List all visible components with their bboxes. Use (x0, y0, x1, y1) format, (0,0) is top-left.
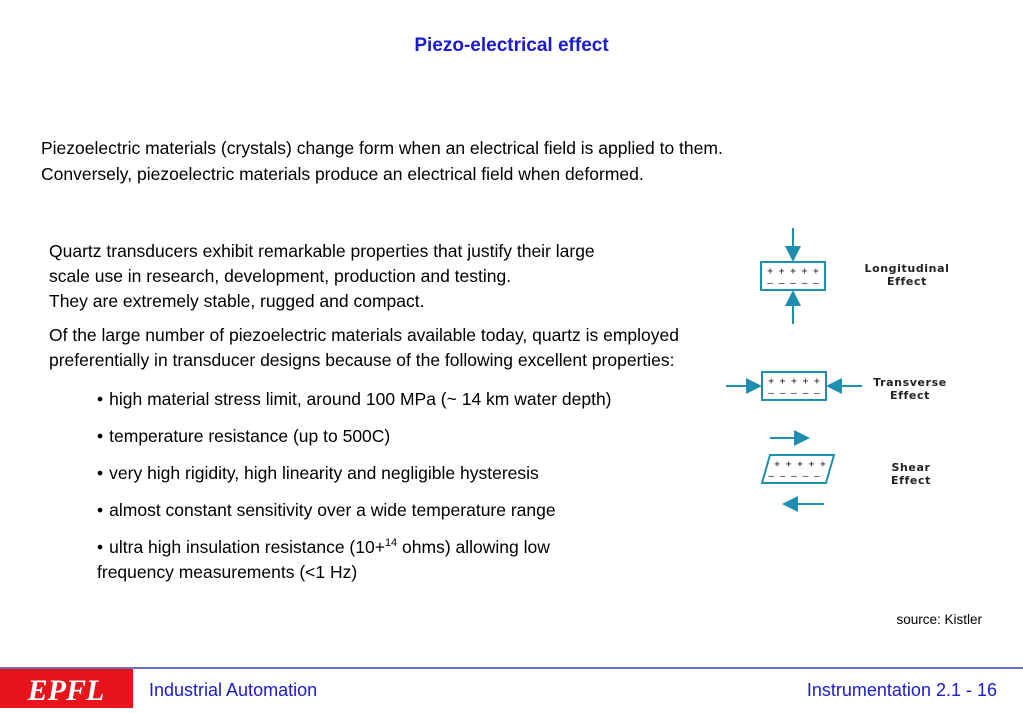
paragraph-2: Of the large number of piezoelectric materials available today, quartz is employed preferentially in transducer designs because of the following excellent properties: (49, 325, 679, 370)
transverse-label: Transverse (873, 376, 947, 389)
epfl-logo-icon (0, 669, 133, 708)
paragraph-1-line-3: They are extremely stable, rugged and compact. (49, 291, 425, 311)
longitudinal-label-2: Effect (887, 275, 927, 288)
plus-charges: + + + + + (768, 376, 820, 387)
footer-slide-number: Instrumentation 2.1 - 16 (806, 680, 997, 700)
epfl-logo (0, 669, 133, 708)
paragraph-1-line-1: Quartz transducers exhibit remarkable properties that justify their large (49, 241, 595, 261)
shear-label-2: Effect (891, 474, 931, 487)
plus-charges: + + + + + (774, 459, 826, 470)
transverse-label-2: Effect (890, 389, 930, 402)
minus-charges: – – – – – (767, 278, 819, 289)
paragraph-1-line-2: scale use in research, development, production and testing. (49, 266, 512, 286)
page-title: Piezo-electrical effect (414, 35, 609, 56)
list-item: • very high rigidity, high linearity and negligible hysteresis (97, 463, 539, 483)
footer-course-title: Industrial Automation (149, 680, 318, 700)
intro-text (41, 135, 941, 187)
piezo-effects-diagram (720, 222, 1000, 522)
source-note: source: Kistler (896, 612, 982, 627)
transverse-effect (726, 372, 947, 402)
list-item: • temperature resistance (up to 500C) (97, 426, 391, 446)
list-item: • almost constant sensitivity over a wide temperature range (97, 500, 556, 520)
list-item: • ultra high insulation resistance (10+$^{14}$ ohms) allowing low frequency measurements (<1 Hz) (97, 537, 550, 582)
list-item: • high material stress limit, around 100 MPa (~ 14 km water depth) (97, 389, 612, 409)
longitudinal-effect (761, 228, 950, 324)
paragraph-1 (49, 239, 739, 314)
plus-charges: + + + + + (767, 266, 819, 277)
svg-text:EPFL: EPFL (27, 674, 105, 707)
intro-line-2: Conversely, piezoelectric materials produce an electrical field when deformed. (41, 164, 644, 184)
intro-line-1: Piezoelectric materials (crystals) change form when an electrical field is applied to them. (41, 138, 723, 158)
longitudinal-label: Longitudinal (864, 262, 950, 275)
footer-divider (0, 667, 1023, 669)
shear-label: Shear (891, 461, 931, 474)
minus-charges: – – – – – (768, 388, 820, 399)
property-list (49, 387, 739, 585)
shear-effect (762, 438, 931, 504)
minus-charges: – – – – – (768, 471, 820, 482)
body-text (49, 239, 739, 597)
